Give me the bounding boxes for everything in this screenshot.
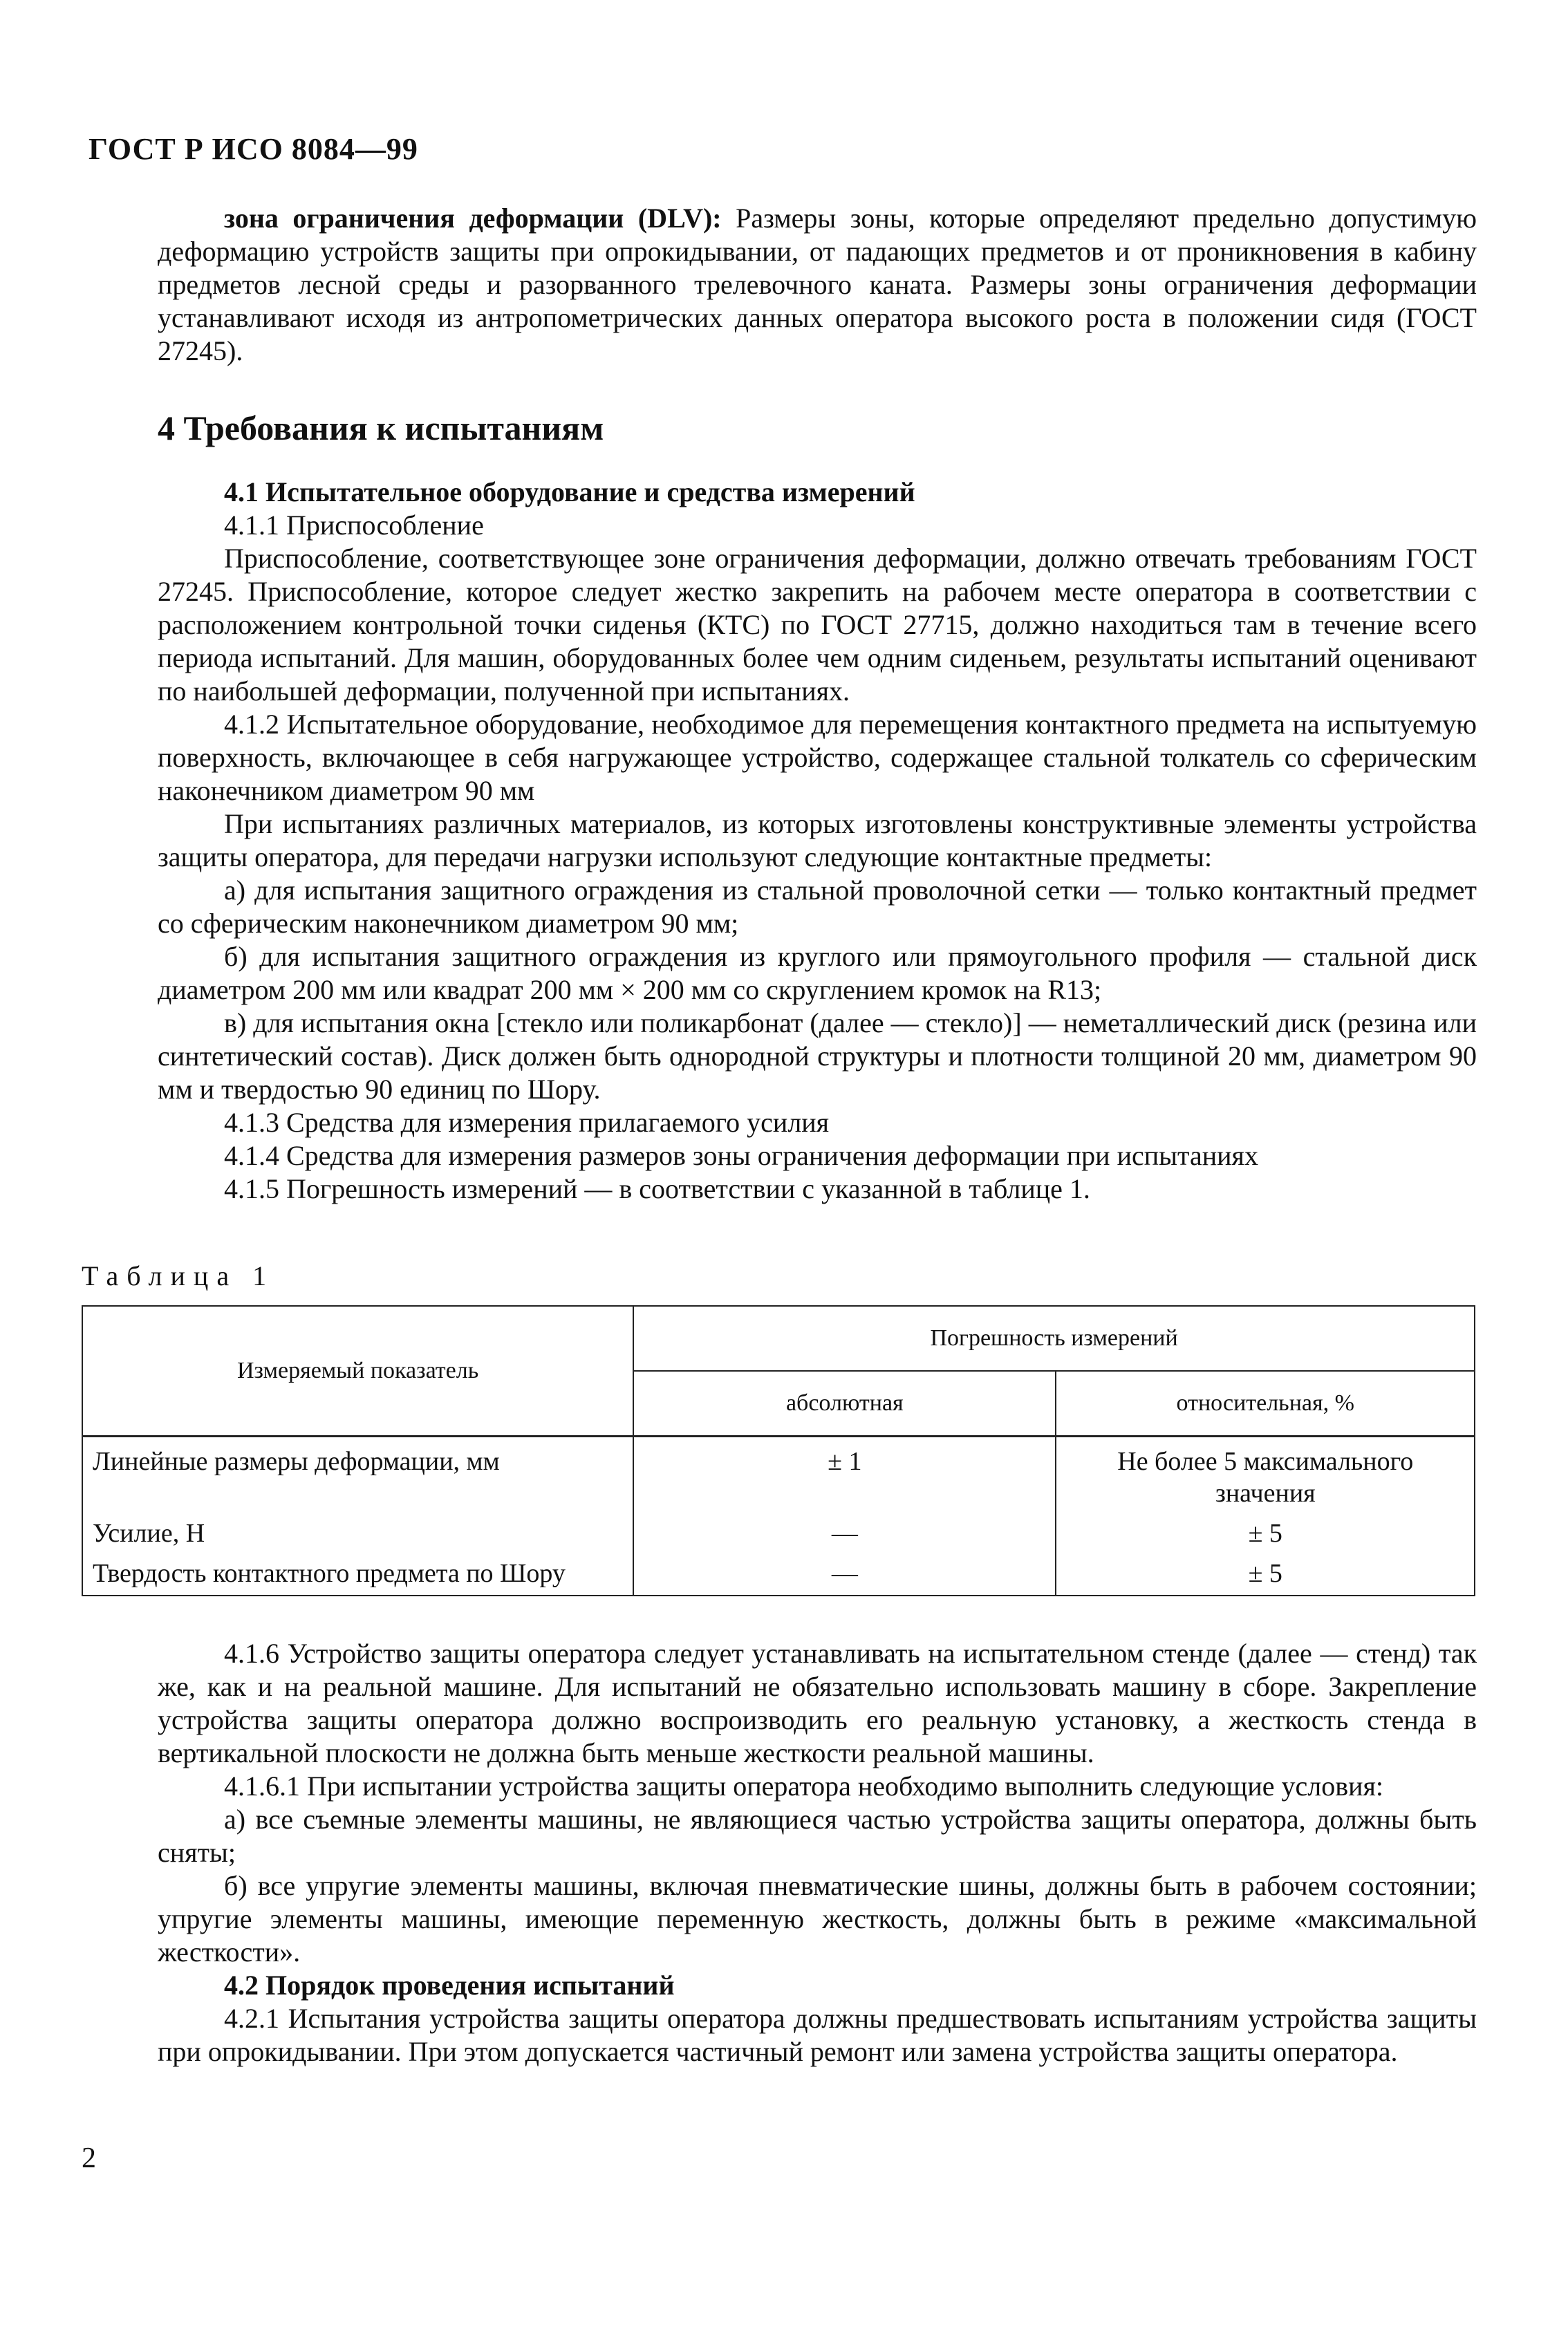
table-row [82, 1437, 1475, 1514]
clause-4-1-6-1: 4.1.6.1 При испытании устройства защиты оператора необходимо выполнить следующие условия: [224, 1770, 1384, 1802]
table-row [82, 1553, 1475, 1596]
clause-4-1-1: 4.1.1 Приспособление [224, 510, 484, 541]
header-absolute: абсолютная [633, 1371, 1056, 1437]
subsection-4-1-title: 4.1 Испытательное оборудование и средства измерений [224, 476, 915, 507]
intro-definition [158, 202, 1477, 368]
header-measurement-error: Погрешность измерений [633, 1306, 1475, 1371]
row-rel: Не более 5 максимального значения [1056, 1437, 1475, 1514]
clause-4-1-2: 4.1.2 Испытательное оборудование, необходимое для перемещения контактного предмета на испытуемую поверхность, включающее в себя нагружающее устройство, содержащее стальной толкатель со сферическим наконечником диаметром 90 мм [158, 709, 1477, 806]
row-param: Усилие, Н [82, 1513, 633, 1553]
clause-4-1-4: 4.1.4 Средства для измерения размеров зоны ограничения деформации при испытаниях [224, 1140, 1258, 1171]
table-caption: Таблица 1 [82, 1260, 275, 1291]
section-4-title: 4 Требования к испытаниям [158, 409, 604, 447]
page-number: 2 [82, 2142, 96, 2174]
measurement-error-table [82, 1305, 1475, 1596]
header-measured-parameter: Измеряемый показатель [82, 1306, 633, 1437]
clause-4-1-5: 4.1.5 Погрешность измерений — в соответствии с указанной в таблице 1. [224, 1173, 1090, 1204]
row-param: Твердость контактного предмета по Шору [82, 1553, 633, 1596]
row-param: Линейные размеры деформации, мм [82, 1437, 633, 1514]
definition-text: Размеры зоны, которые определяют предельно допустимую деформацию устройств защиты при опрокидывании, от падающих предметов и от проникновения в кабину предметов лесной среды и разорванного трелевочного каната. Размеры зоны ограничения деформации устанавливают исходя из антропометрических данных оператора высокого роста в положении сидя (ГОСТ 27245). [158, 203, 1477, 366]
list-item-a: а) для испытания защитного ограждения из стальной проволочной сетки — только контактный предмет со сферическим наконечником диаметром 90 мм; [158, 875, 1477, 939]
section-after-table [158, 1637, 1477, 2068]
table-row [82, 1513, 1475, 1553]
row-rel: ± 5 [1056, 1513, 1475, 1553]
row-abs: ± 1 [633, 1437, 1056, 1514]
list-item-c: в) для испытания окна [стекло или поликарбонат (далее — стекло)] — неметаллический диск (резина или синтетический состав). Диск должен быть однородной структуры и плотности толщиной 20 мм, диаметром 90 мм и твердостью 90 единиц по Шору. [158, 1007, 1477, 1105]
condition-a: а) все съемные элементы машины, не являющиеся частью устройства защиты оператора, должны быть сняты; [158, 1804, 1477, 1868]
definition-paragraph [158, 202, 1477, 368]
document-header: ГОСТ Р ИСО 8084—99 [88, 132, 418, 166]
definition-term: зона ограничения деформации (DLV): [224, 203, 722, 234]
section-4-1 [158, 476, 1477, 1206]
subsection-4-2-title: 4.2 Порядок проведения испытаний [224, 1970, 675, 2001]
clause-4-2-1: 4.2.1 Испытания устройства защиты оператора должны предшествовать испытаниям устройства защиты при опрокидывании. При этом допускается частичный ремонт или замена устройства защиты оператора. [158, 2003, 1477, 2067]
row-rel: ± 5 [1056, 1553, 1475, 1596]
row-abs: — [633, 1513, 1056, 1553]
clause-4-1-3: 4.1.3 Средства для измерения прилагаемого усилия [224, 1107, 830, 1138]
row-abs: — [633, 1553, 1056, 1596]
list-item-b: б) для испытания защитного ограждения из круглого или прямоугольного профиля — стальной диск диаметром 200 мм или квадрат 200 мм × 200 мм со скруглением кромок на R13; [158, 941, 1477, 1005]
clause-4-1-2-materials: При испытаниях различных материалов, из которых изготовлены конструктивные элементы устройства защиты оператора, для передачи нагрузки используют следующие контактные предметы: [158, 808, 1477, 872]
condition-b: б) все упругие элементы машины, включая пневматические шины, должны быть в рабочем состоянии; упругие элементы машины, имеющие переменную жесткость, должны быть в режиме «максимальной жесткости». [158, 1870, 1477, 1968]
header-relative: относительная, % [1056, 1371, 1475, 1437]
clause-4-1-1-text: Приспособление, соответствующее зоне ограничения деформации, должно отвечать требованиям ГОСТ 27245. Приспособление, которое следует жестко закрепить на рабочем месте оператора в соответствии с расположением контрольной точки сиденья (КТС) по ГОСТ 27715, должно находиться там в течение всего периода испытаний. Для машин, оборудованных более чем одним сиденьем, результаты испытаний оценивают по наибольшей деформации, полученной при испытаниях. [158, 543, 1477, 707]
clause-4-1-6: 4.1.6 Устройство защиты оператора следует устанавливать на испытательном стенде (далее — стенд) так же, как и на реальной машине. Для испытаний не обязательно использовать машину в сборе. Закрепление устройства защиты оператора должно воспроизводить его реальную установку, а жесткость стенда в вертикальной плоскости не должна быть меньше жесткости реальной машины. [158, 1638, 1477, 1768]
